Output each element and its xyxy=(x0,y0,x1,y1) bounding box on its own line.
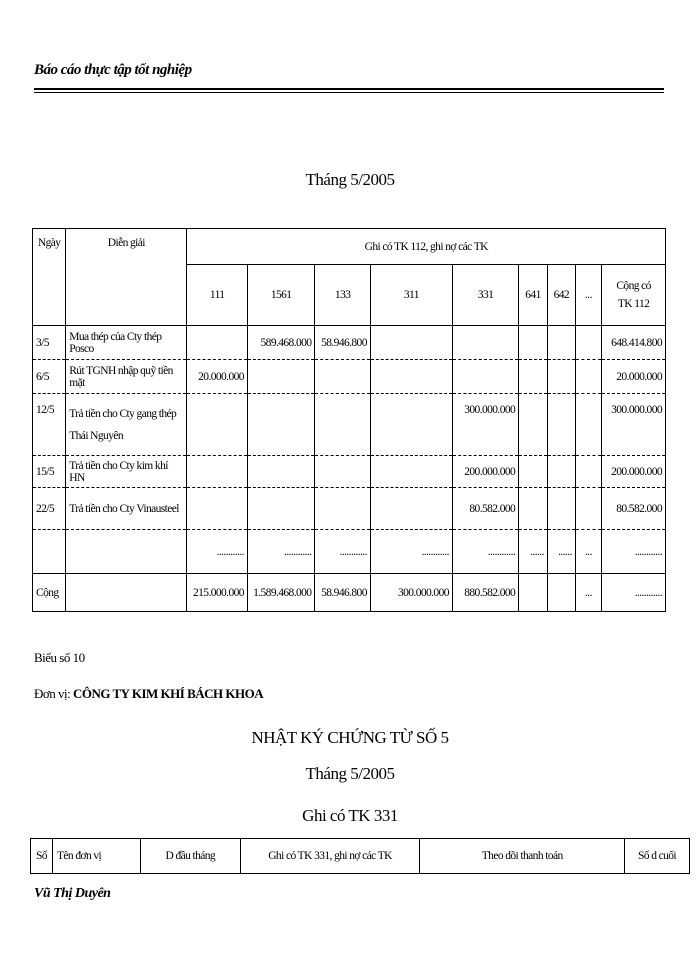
col-header-unit-name: Tên đơn vị xyxy=(52,839,140,874)
unit-label: Đơn vị: xyxy=(34,686,71,701)
cell-date: 12/5 xyxy=(33,394,66,456)
cell-total: 20.000.000 xyxy=(602,360,666,394)
table-row xyxy=(33,360,666,394)
cell-date: 15/5 xyxy=(33,456,66,488)
cell-total: 200.000.000 xyxy=(602,456,666,488)
col-header-opening-balance: D đầu tháng xyxy=(140,839,240,874)
cell-111: 20.000.000 xyxy=(187,360,247,394)
cell-641 xyxy=(519,360,548,394)
col-header-account: ... xyxy=(575,265,601,326)
cell-331: 80.582.000 xyxy=(452,488,518,530)
col-header-account: 331 xyxy=(452,265,518,326)
cell-133 xyxy=(315,456,370,488)
col-header-total-line1: Cộng có xyxy=(616,280,651,292)
col-header-total-line2: TK 112 xyxy=(617,298,650,310)
cell-111: 215.000.000 xyxy=(187,574,247,612)
cell-date: 3/5 xyxy=(33,326,66,360)
col-group-header: Ghi có TK 112, ghi nợ các TK xyxy=(187,229,666,265)
footer-author: Vũ Thị Duyên xyxy=(34,886,111,901)
cell-642 xyxy=(547,574,575,612)
cell-642: ...... xyxy=(547,530,575,574)
col-header-account: 311 xyxy=(370,265,452,326)
cell-331 xyxy=(452,360,518,394)
cell-311 xyxy=(370,456,452,488)
cell-1561 xyxy=(247,394,315,456)
cell-description: Trả tiền cho Cty Vinausteel xyxy=(66,488,187,530)
cell-331: 880.582.000 xyxy=(452,574,518,612)
cell-133 xyxy=(315,488,370,530)
col-header-number: Số xyxy=(31,839,53,874)
col-header-account: 1561 xyxy=(247,265,315,326)
cell-date: 6/5 xyxy=(33,360,66,394)
cell-total-label: Cộng xyxy=(33,574,66,612)
cell-date: 22/5 xyxy=(33,488,66,530)
cell-642 xyxy=(547,360,575,394)
col-header-account: 642 xyxy=(547,265,575,326)
cell-642 xyxy=(547,488,575,530)
journal-table-header xyxy=(30,838,690,874)
cell-other xyxy=(575,326,601,360)
cell-other: ... xyxy=(575,530,601,574)
cell-133 xyxy=(315,360,370,394)
cell-133: ............ xyxy=(315,530,370,574)
cell-331 xyxy=(452,326,518,360)
report-header-title: Báo cáo thực tập tốt nghiệp xyxy=(34,62,192,78)
cell-111 xyxy=(187,488,247,530)
cell-311 xyxy=(370,360,452,394)
cell-331: ............ xyxy=(452,530,518,574)
cell-description: Rút TGNH nhập quỹ tiền mặt xyxy=(66,360,187,394)
table-row xyxy=(33,394,666,456)
col-header-account: 133 xyxy=(315,265,370,326)
table-row xyxy=(33,456,666,488)
cell-other xyxy=(575,488,601,530)
cell-total: ............ xyxy=(602,530,666,574)
cell-1561: ............ xyxy=(247,530,315,574)
cell-other xyxy=(575,456,601,488)
col-header-total xyxy=(602,265,666,326)
cell-641 xyxy=(519,394,548,456)
cell-642 xyxy=(547,326,575,360)
col-header-account: 111 xyxy=(187,265,247,326)
col-header-description: Diễn giải xyxy=(66,229,187,326)
cell-133: 58.946.800 xyxy=(315,326,370,360)
cell-642 xyxy=(547,394,575,456)
journal-title: NHẬT KÝ CHỨNG TỪ SỐ 5 xyxy=(251,728,449,747)
cell-1561 xyxy=(247,456,315,488)
col-header-account: 641 xyxy=(519,265,548,326)
cell-311 xyxy=(370,488,452,530)
cell-1561: 1.589.468.000 xyxy=(247,574,315,612)
cell-description: Trả tiền cho Cty gang thép Thái Nguyên xyxy=(66,394,187,456)
col-header-credit-debit: Ghi có TK 331, ghi nợ các TK xyxy=(240,839,420,874)
header-divider-thin xyxy=(34,92,664,93)
cell-641 xyxy=(519,574,548,612)
table-row xyxy=(33,530,666,574)
col-header-date: Ngày xyxy=(33,229,66,326)
cell-total: 80.582.000 xyxy=(602,488,666,530)
cell-total: 300.000.000 xyxy=(602,394,666,456)
unit-line xyxy=(34,686,263,702)
cell-description: Trả tiền cho Cty kim khí HN xyxy=(66,456,187,488)
cell-311: 300.000.000 xyxy=(370,574,452,612)
table-total-row xyxy=(33,574,666,612)
col-header-closing-balance: Số d cuối xyxy=(625,839,690,874)
cell-311 xyxy=(370,326,452,360)
section2-month: Tháng 5/2005 xyxy=(305,764,395,783)
section1-month: Tháng 5/2005 xyxy=(305,170,395,189)
cell-111 xyxy=(187,456,247,488)
cell-641 xyxy=(519,488,548,530)
table-row xyxy=(33,488,666,530)
cell-641: ...... xyxy=(519,530,548,574)
credit-account-title: Ghi có TK 331 xyxy=(302,806,398,825)
cell-642 xyxy=(547,456,575,488)
cell-other xyxy=(575,394,601,456)
cell-111 xyxy=(187,394,247,456)
cell-1561 xyxy=(247,360,315,394)
cell-total: 648.414.800 xyxy=(602,326,666,360)
cell-331: 300.000.000 xyxy=(452,394,518,456)
cell-311 xyxy=(370,394,452,456)
cell-description xyxy=(66,530,187,574)
cell-1561: 589.468.000 xyxy=(247,326,315,360)
cell-description xyxy=(66,574,187,612)
cell-total: ............ xyxy=(602,574,666,612)
cell-1561 xyxy=(247,488,315,530)
ledger-table xyxy=(32,228,666,612)
cell-other xyxy=(575,360,601,394)
cell-other: ... xyxy=(575,574,601,612)
cell-date xyxy=(33,530,66,574)
cell-641 xyxy=(519,456,548,488)
header-divider xyxy=(34,88,664,90)
form-number: Biểu số 10 xyxy=(34,650,85,665)
cell-111: ............ xyxy=(187,530,247,574)
cell-331: 200.000.000 xyxy=(452,456,518,488)
cell-description: Mua thép của Cty thép Posco xyxy=(66,326,187,360)
table-row xyxy=(33,326,666,360)
unit-name: CÔNG TY KIM KHÍ BÁCH KHOA xyxy=(73,686,264,701)
col-header-payment-tracking: Theo dõi thanh toán xyxy=(420,839,625,874)
cell-111 xyxy=(187,326,247,360)
cell-311: ............ xyxy=(370,530,452,574)
cell-641 xyxy=(519,326,548,360)
cell-133: 58.946.800 xyxy=(315,574,370,612)
cell-133 xyxy=(315,394,370,456)
